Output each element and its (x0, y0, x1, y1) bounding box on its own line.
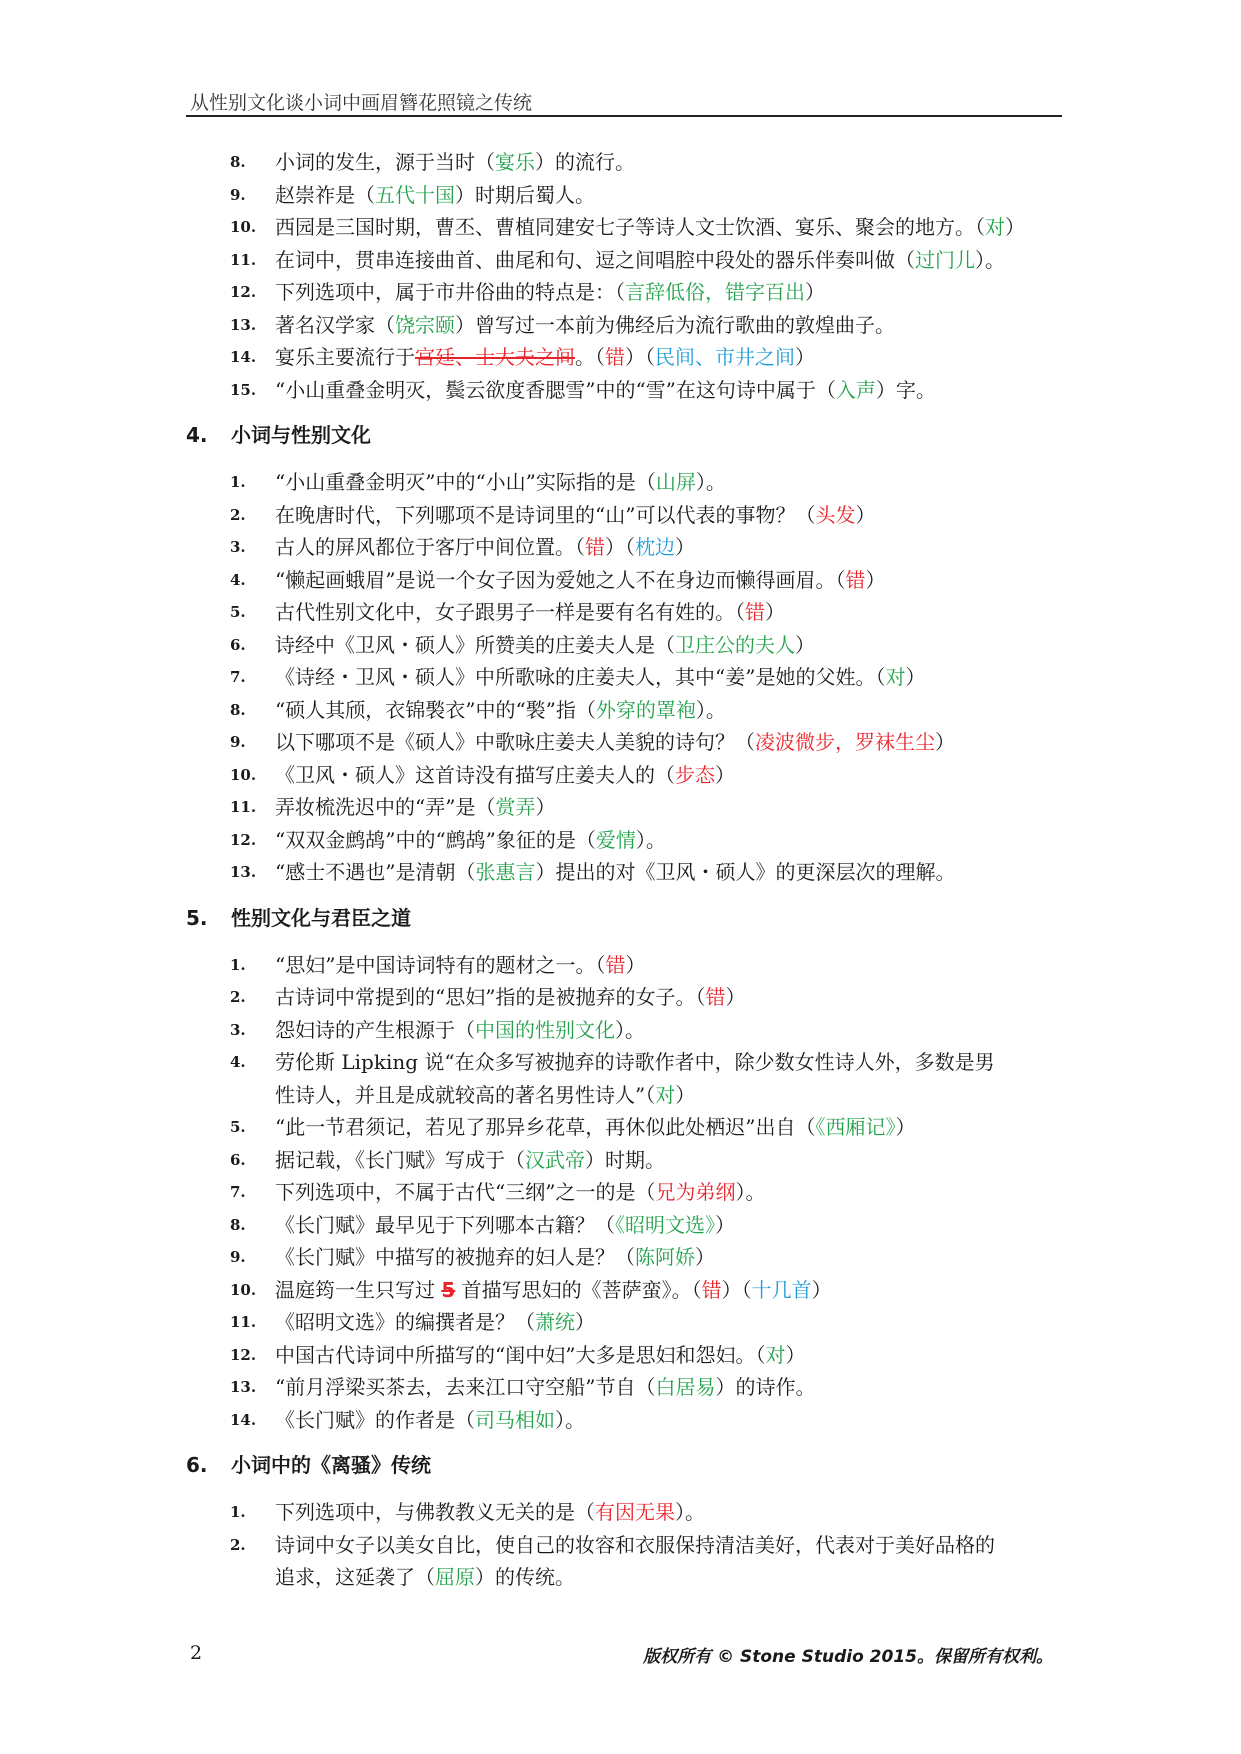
list-item: 7. 下列选项中，不属于古代“三纲”之一的是（兄为弟纲）。 (230, 1180, 766, 1204)
list-item: 12. 下列选项中，属于市井俗曲的特点是：（言辞低俗，错字百出） (230, 280, 825, 304)
list-item: 15. “小山重叠金明灭，鬓云欲度香腮雪”中的“雪”在这句诗中属于（入声）字。 (230, 377, 936, 402)
list-item: 11. 弄妆梳洗迟中的“弄”是（赏弄） (230, 795, 556, 819)
list-item: 7. 《诗经・卫风・硕人》中所歌咏的庄姜夫人，其中“姜”是她的父姓。（对） (230, 665, 926, 689)
list-item: 2. 在晚唐时代，下列哪项不是诗词里的“山”可以代表的事物？（头发） (230, 502, 876, 527)
struck-answer: 5 (441, 1277, 456, 1302)
section-6-list (186, 1496, 1066, 1594)
list-item: 14. 《长门赋》的作者是（司马相如）。 (230, 1407, 585, 1432)
list-item: 8. “硕人其颀，衣锦褧衣”中的“褧”指（外穿的罩袍）。 (230, 697, 726, 722)
header-rule (186, 115, 1062, 117)
list-item: 14. 宴乐主要流行于宫廷、士大夫之间。（错）（民间、市井之间） (230, 345, 815, 369)
copyright-notice: 版权所有 © Stone Studio 2015。保留所有权利。 (643, 1647, 1053, 1667)
list-item: 4. “懒起画蛾眉”是说一个女子因为爱她之人不在身边而懒得画眉。（错） (230, 567, 886, 592)
list-item: 6. 据记载，《长门赋》写成于（汉武帝）时期。 (230, 1147, 665, 1172)
list-item: 12. 中国古代诗词中所描写的“闺中妇”大多是思妇和怨妇。（对） (230, 1342, 806, 1367)
list-item: 3. 怨妇诗的产生根源于（中国的性别文化）。 (230, 1017, 645, 1042)
running-header: 从性别文化谈小词中画眉簪花照镜之传统 (190, 92, 533, 114)
list-item: 13. 著名汉学家（饶宗颐）曾写过一本前为佛经后为流行歌曲的敦煌曲子。 (230, 312, 895, 337)
list-item: 13. “前月浮梁买茶去，去来江口守空船”节自（白居易）的诗作。 (230, 1375, 816, 1399)
section-3-list (186, 146, 1066, 406)
list-item: 5. “此一节君须记，若见了那异乡花草，再休似此处栖迟”出自（《西厢记》） (230, 1115, 916, 1139)
list-item: 10. 温庭筠一生只写过 5 首描写思妇的《菩萨蛮》。（错）（十几首） (230, 1277, 832, 1302)
list-item: 13. “感士不遇也”是清朝（张惠言）提出的对《卫风・硕人》的更深层次的理解。 (230, 860, 956, 884)
list-item: 4. 劳伦斯 Lipking 说“在众多写被抛弃的诗歌作者中，除少数女性诗人外，多数是男 性诗人，并且是成就较高的著名男性诗人”（对） (230, 1050, 995, 1107)
list-item: 1. “思妇”是中国诗词特有的题材之一。（错） (230, 952, 646, 977)
list-item: 11. 在词中，贯串连接曲首、曲尾和句、逗之间唱腔中段处的器乐伴奏叫做（过门儿）。 (230, 247, 1005, 272)
section-4-list (186, 466, 1066, 889)
list-item: 9. 《长门赋》中描写的被抛弃的妇人是？（陈阿娇） (230, 1245, 715, 1269)
list-item: 8. 《长门赋》最早见于下列哪本古籍？（《昭明文选》） (230, 1212, 735, 1237)
list-item: 9. 赵崇祚是（五代十国）时期后蜀人。 (230, 182, 595, 207)
list-item: 11. 《昭明文选》的编撰者是？（萧统） (230, 1310, 595, 1334)
section-heading: 5. 性别文化与君臣之道 (186, 905, 411, 930)
list-item: 2. 古诗词中常提到的“思妇”指的是被抛弃的女子。（错） (230, 985, 746, 1009)
list-item: 6. 诗经中《卫风・硕人》所赞美的庄姜夫人是（卫庄公的夫人） (230, 632, 815, 657)
section-heading: 4. 小词与性别文化 (186, 423, 371, 447)
list-item: 3. 古人的屏风都位于客厅中间位置。（错）（枕边） (230, 535, 695, 559)
list-item: 5. 古代性别文化中，女子跟男子一样是要有名有姓的。（错） (230, 600, 785, 624)
list-item: 8. 小词的发生，源于当时（宴乐）的流行。 (230, 150, 635, 174)
document-body (186, 146, 1066, 1594)
page-number: 2 (190, 1642, 203, 1664)
list-item: 1. “小山重叠金明灭”中的“小山”实际指的是（山屏）。 (230, 470, 726, 494)
list-item: 10. 西园是三国时期，曹丕、曹植同建安七子等诗人文士饮酒、宴乐、聚会的地方。（对） (230, 215, 1025, 239)
section-5-list (186, 949, 1066, 1437)
list-item: 1. 下列选项中，与佛教教义无关的是（有因无果）。 (230, 1500, 705, 1524)
list-item: 10. 《卫风・硕人》这首诗没有描写庄姜夫人的（步态） (230, 762, 735, 787)
section-heading: 6. 小词中的《离骚》传统 (186, 1453, 431, 1477)
struck-answer: 宫廷、士大夫之间 (415, 345, 575, 369)
list-item: 2. 诗词中女子以美女自比，使自己的妆容和衣服保持清洁美好，代表对于美好品格的 追求，这延袭了（屈原）的传统。 (230, 1532, 995, 1589)
list-item: 9. 以下哪项不是《硕人》中歌咏庄姜夫人美貌的诗句？（凌波微步，罗袜生尘） (230, 730, 955, 754)
list-item: 12. “双双金鹧鸪”中的“鹧鸪”象征的是（爱情）。 (230, 827, 666, 852)
